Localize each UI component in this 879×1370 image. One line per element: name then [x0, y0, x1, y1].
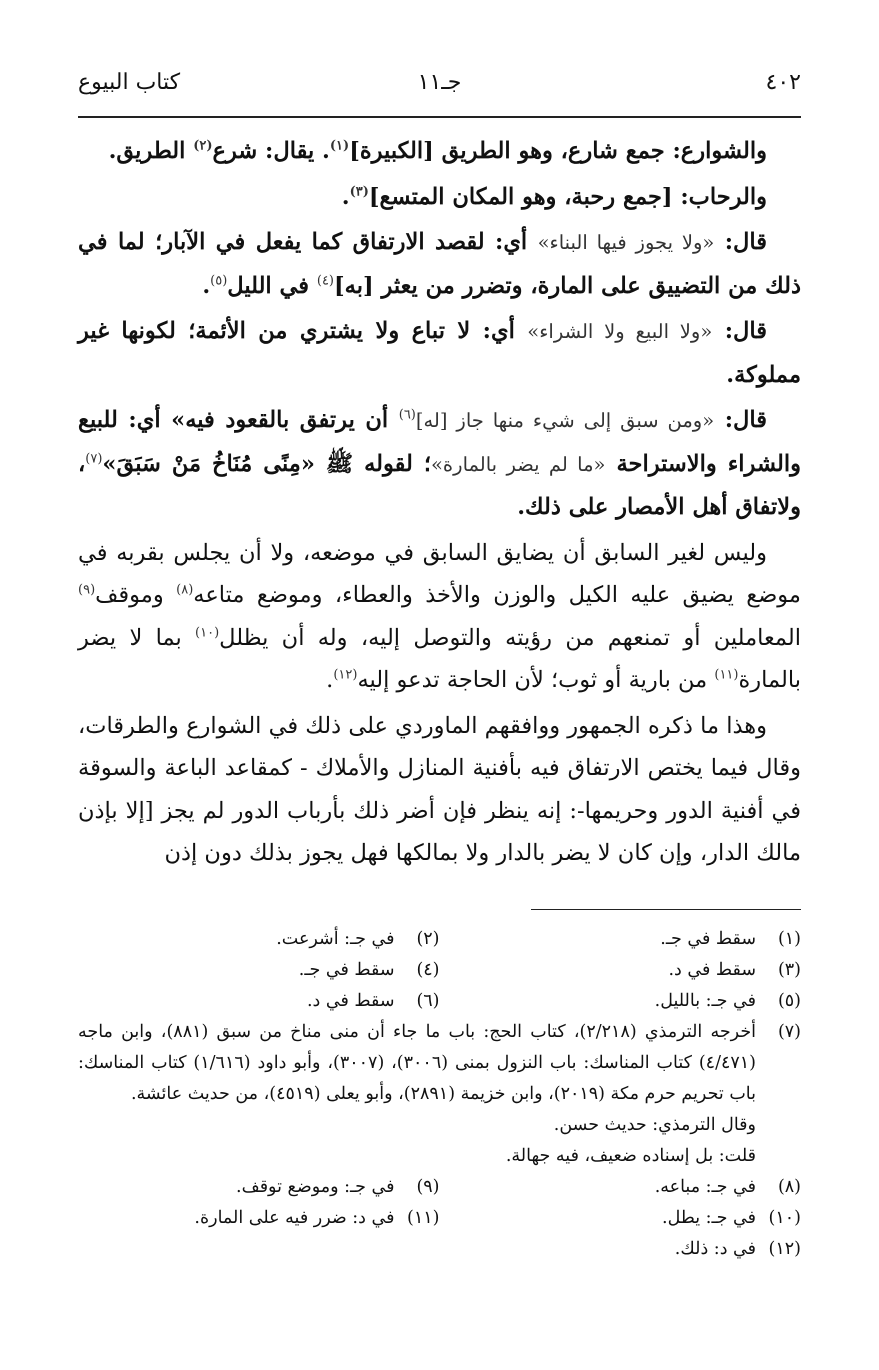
footnote-row [78, 955, 801, 986]
text-run: الطريق. [108, 138, 194, 164]
footnote-3 [440, 955, 802, 986]
footnote-6 [78, 986, 440, 1017]
footnote-number: (٨) [777, 1177, 801, 1197]
text-run: أي: لقصد الارتفاق كما يفعل في الآبار؛ لما في ذلك من التضييق على المارة، وتضرر من يعثر [به] [78, 229, 801, 299]
text-run: في الليل [227, 272, 317, 299]
header-rule [78, 116, 801, 118]
footnote-row [78, 1203, 801, 1234]
footnote-number: (١١) [407, 1208, 440, 1228]
footnote-text: في جـ: يطل. [662, 1208, 756, 1228]
footnote-ref: (٥) [210, 273, 228, 288]
footnote-text: في جـ: أشرعت. [276, 929, 395, 949]
text-run: ، ولاتفاق أهل الأمصار على ذلك. [78, 450, 801, 520]
text-run: والشوارع: جمع شارع، وهو الطريق [الكبيرة] [349, 138, 767, 164]
footnote-2 [78, 924, 440, 955]
text-run: ؛ لقوله ﷺ [314, 450, 431, 477]
text-run: أن يرتفق بالقعود فيه» [171, 407, 399, 433]
footnote-number: (٦) [416, 991, 440, 1011]
footnote-ref: (١١) [714, 667, 739, 683]
footnote-text: سقط في جـ. [660, 929, 756, 949]
paragraph-selling [78, 310, 801, 396]
footnote-7-comment: قلت: بل إسناده ضعيف، فيه جهالة. [505, 1146, 756, 1166]
page-number: ٤٠٢ [765, 70, 801, 95]
matn-quote: «ومن سبق إلى شيء منها جاز [له] [415, 409, 715, 432]
footnote-row [78, 924, 801, 955]
footnote-ref: (١٢) [333, 667, 358, 683]
footnote-number: (٥) [777, 991, 801, 1011]
footnote-ref: (٧) [85, 451, 103, 466]
footnote-8 [440, 1172, 802, 1203]
footnote-ref: (٩) [78, 582, 96, 598]
footnote-ref: (٣) [349, 184, 369, 199]
footnote-text: سقط في د. [668, 960, 756, 980]
text-run: قال: [712, 318, 767, 344]
footnote-row [78, 1172, 801, 1203]
footnote-text: في د: ذلك. [674, 1239, 756, 1259]
footnote-text: أخرجه الترمذي (٢/٢١٨)، كتاب الحج: باب ما جاء أن منى مناخ من سبق (٨٨١)، وابن ماجه (٤/٤٧١) كتاب المناسك: باب النزول بمنى (٣٠٠٦)، (٣٠٠٧)، وأبو داود (١/٦١٦) كتاب المناسك: باب تحريم حرم مكة (٢٠١٩)، وابن خزيمة (٢٨٩١)، وأبو يعلى (٤٥١٩)، من حديث عائشة. [78, 1022, 756, 1104]
matn-quote: «ما لم يضر بالمارة» [431, 452, 606, 476]
text-run: والرحاب: [جمع رحبة، وهو المكان المتسع] [368, 183, 767, 210]
text-run: وموقف [95, 582, 177, 608]
text-run: قال: [714, 407, 767, 433]
paragraph-definitions-2 [78, 176, 801, 219]
footnote-11 [78, 1203, 440, 1234]
running-header [78, 70, 801, 104]
footnote-7 [78, 1017, 801, 1110]
footnote-ref: (٢) [193, 138, 213, 154]
footnote-ref: (٦) [398, 407, 416, 423]
footnote-text: في جـ: وموضع توقف. [236, 1177, 395, 1197]
footnote-text: سقط في جـ. [298, 960, 395, 980]
footnote-1 [440, 924, 802, 955]
text-run: . [341, 183, 350, 210]
footnote-5 [440, 986, 802, 1017]
footnote-row [78, 986, 801, 1017]
text-run: المعاملين أو تمنعهم من رؤيته والتوصل إليه، وله أن يظلل [219, 624, 802, 651]
footnote-ref: (١٠) [195, 625, 220, 640]
text-run: . [326, 667, 334, 693]
text-run: قال: [714, 229, 768, 255]
footnote-number: (٣) [777, 960, 801, 980]
footnote-row [78, 1234, 801, 1265]
footnote-text: في د: ضرر فيه على المارة. [194, 1208, 395, 1228]
paragraph-mawardi [78, 705, 801, 875]
footnote-text: سقط في د. [306, 991, 395, 1011]
text-run: وهذا ما ذكره الجمهور ووافقهم الماوردي على ذلك في الشوارع والطرقات، وقال فيما يختص الارتفاق فيه بأفنية المنازل والأملاك - كمقاعد الباعة والسوقة في أفنية الدور وحريمها-: إنه ينظر فإن أضر ذلك بأرباب الدور لم يجز [إلا بإذن مالك الدار، وإن كان لا يضر بالدار ولا بمالكها فهل يجوز بذلك دون إذن [78, 712, 801, 866]
matn-quote: «ولا البيع ولا الشراء» [527, 320, 713, 343]
paragraph-building [78, 221, 801, 307]
footnote-number: (٤) [416, 960, 440, 980]
volume-label: جـ١١ [417, 70, 462, 95]
footnote-ref: (١) [329, 138, 350, 154]
footnote-text: في جـ: بالليل. [654, 991, 756, 1011]
text-run: . [202, 272, 211, 299]
footnote-number: (٢) [416, 929, 440, 949]
footnote-number: (٧) [777, 1022, 801, 1042]
footnotes [78, 924, 801, 1265]
matn-quote: «ولا يجوز فيها البناء» [537, 231, 715, 254]
footnote-number: (٩) [416, 1177, 440, 1197]
footnote-ref: (٨) [176, 582, 194, 598]
footnote-7-comment: وقال الترمذي: حديث حسن. [553, 1115, 756, 1135]
footnote-number: (١٢) [768, 1239, 801, 1259]
footnote-ref: (٤) [316, 273, 334, 288]
paragraph-crowding [78, 532, 801, 702]
text-run: بما لا يضر بالمارة [78, 624, 801, 693]
footnote-number: (١) [777, 929, 801, 949]
text-run: أي: لا تباع ولا يشتري من الأئمة؛ لكونها غير مملوكة. [78, 318, 801, 388]
text-run: أي: للبيع والشراء والاستراحة [78, 407, 801, 477]
paragraph-definitions-1 [78, 130, 801, 173]
hadith-quote: «مِنًى مُنَاخُ مَنْ سَبَقَ» [102, 450, 315, 477]
text-run: وليس لغير السابق أن يضايق السابق في موضعه، ولا أن يجلس بقربه في موضع يضيق عليه الكيل والوزن والأخذ والعطاء، وموضع متاعه [78, 539, 801, 608]
text-run: من بارية أو ثوب؛ لأن الحاجة تدعو إليه [357, 667, 715, 693]
footnote-9 [78, 1172, 440, 1203]
footnote-10 [440, 1203, 802, 1234]
footnote-text: في جـ: مباعه. [654, 1177, 756, 1197]
footnote-number: (١٠) [768, 1208, 801, 1228]
footnote-rule [531, 909, 801, 910]
text-run: . يقال: شرع [212, 138, 330, 164]
footnote-12 [440, 1234, 802, 1265]
footnote-4 [78, 955, 440, 986]
book-title: كتاب البيوع [78, 70, 181, 95]
main-text [78, 130, 801, 878]
paragraph-precedence [78, 399, 801, 529]
